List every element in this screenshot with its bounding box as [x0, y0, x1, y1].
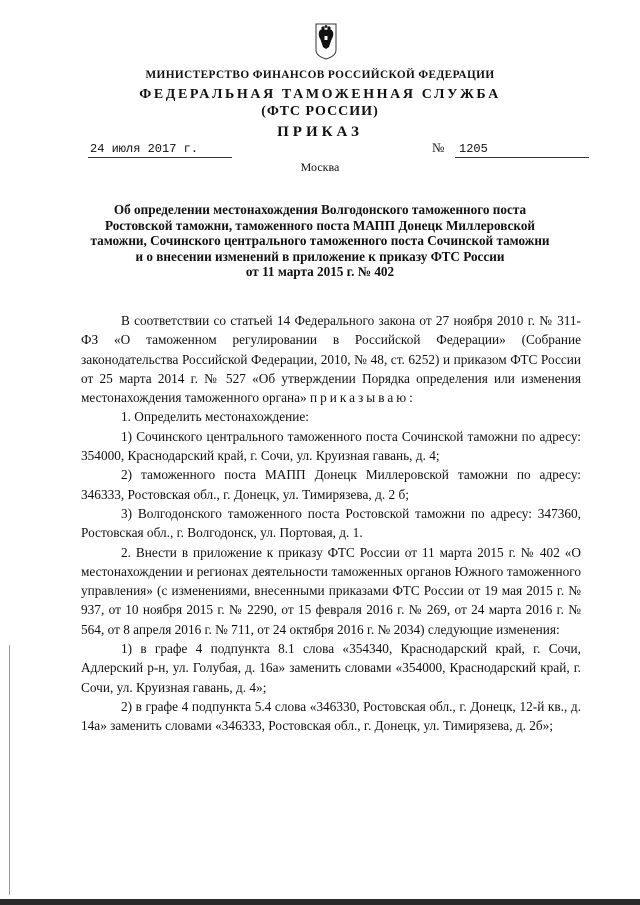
order-number: 1205 [455, 142, 589, 158]
document-body [81, 311, 581, 736]
document-title [80, 202, 560, 280]
title-line: и о внесении изменений в приложение к приказу ФТС России [135, 248, 505, 264]
paragraph-1-item-3: 3) Волгодонского таможенного поста Ростовской таможни по адресу: 347360, Ростовская обл., г. Волгодонск, ул. Портовая, д. 1. [81, 505, 581, 541]
ministry-name: МИНИСТЕРСТВО ФИНАНСОВ РОССИЙСКОЙ ФЕДЕРАЦИИ [145, 69, 495, 81]
service-abbreviation: (ФТС РОССИИ) [261, 104, 379, 119]
scan-bottom-edge [0, 899, 640, 905]
preamble: В соответствии со статьей 14 Федерального закона от 27 ноября 2010 г. № 311-ФЗ «О таможенном регулировании в Российской Федерации» (Собрание законодательства Российской Федерации, 2010, № 48, ст. 6252) и приказом ФТС России от 25 марта 2014 г. № 527 «Об утверждении Порядка определения или изменения местонахождения таможенного органа» приказываю: [81, 313, 581, 406]
scan-edge-line [9, 645, 10, 895]
order-date: 24 июля 2017 г. [88, 142, 232, 158]
paragraph-1-item-2: 2) таможенного поста МАПП Донецк Миллеровской таможни по адресу: 346333, Ростовская обл., г. Донецк, ул. Тимирязева, д. 2 б; [81, 467, 581, 502]
paragraph-2: 2. Внести в приложение к приказу ФТС России от 11 марта 2015 г. № 402 «О местонахождении и регионах деятельности таможенных органов Южного таможенного управления» (с изменениями, внесенными приказами ФТС России от 19 мая 2015 г. № 937, от 10 ноября 2015 г. № 2290, от 15 февраля 2016 г. № 269, от 24 марта 2016 г. № 564, от 8 апреля 2016 г. № 711, от 24 октября 2016 г. № 2034) следующие изменения: [81, 544, 581, 637]
title-line: таможни, Сочинского центрального таможенного поста Сочинской таможни [90, 233, 550, 249]
paragraph-1: 1. Определить местонахождение: [121, 409, 310, 425]
title-line: Об определении местонахождения Волгодонского таможенного поста [113, 202, 527, 217]
title-line: Ростовской таможни, таможенного поста МАПП Донецк Миллеровской [104, 217, 536, 233]
service-name: ФЕДЕРАЛЬНАЯ ТАМОЖЕННАЯ СЛУЖБА [139, 87, 501, 102]
title-line: от 11 марта 2015 г. № 402 [245, 264, 395, 280]
order-word: приказываю: [309, 390, 416, 406]
paragraph-2-item-2: 2) в графе 4 подпункта 5.4 слова «346330, Ростовская обл., г. Донецк, 12-й кв., д. 14а» заменить словами «346333, Ростовская обл., г. Донецк, ул. Тимирязева, д. 2б»; [81, 698, 581, 734]
document-type: ПРИКАЗ [277, 124, 363, 140]
number-sign: № [432, 140, 445, 155]
paragraph-1-item-1: 1) Сочинского центрального таможенного поста Сочинской таможни по адресу: 354000, Краснодарский край, г. Сочи, ул. Круизная гавань, д. 4; [81, 428, 581, 464]
coat-of-arms-icon [315, 22, 337, 60]
paragraph-2-item-1: 1) в графе 4 подпункта 8.1 слова «354340, Краснодарский край, г. Сочи, Адлерский р-н, ул. Голубая, д. 16а» заменить словами «354000, Краснодарский край, г. Сочи, ул. Круизная гавань, д. 4»; [81, 641, 581, 695]
city: Москва [300, 160, 340, 174]
